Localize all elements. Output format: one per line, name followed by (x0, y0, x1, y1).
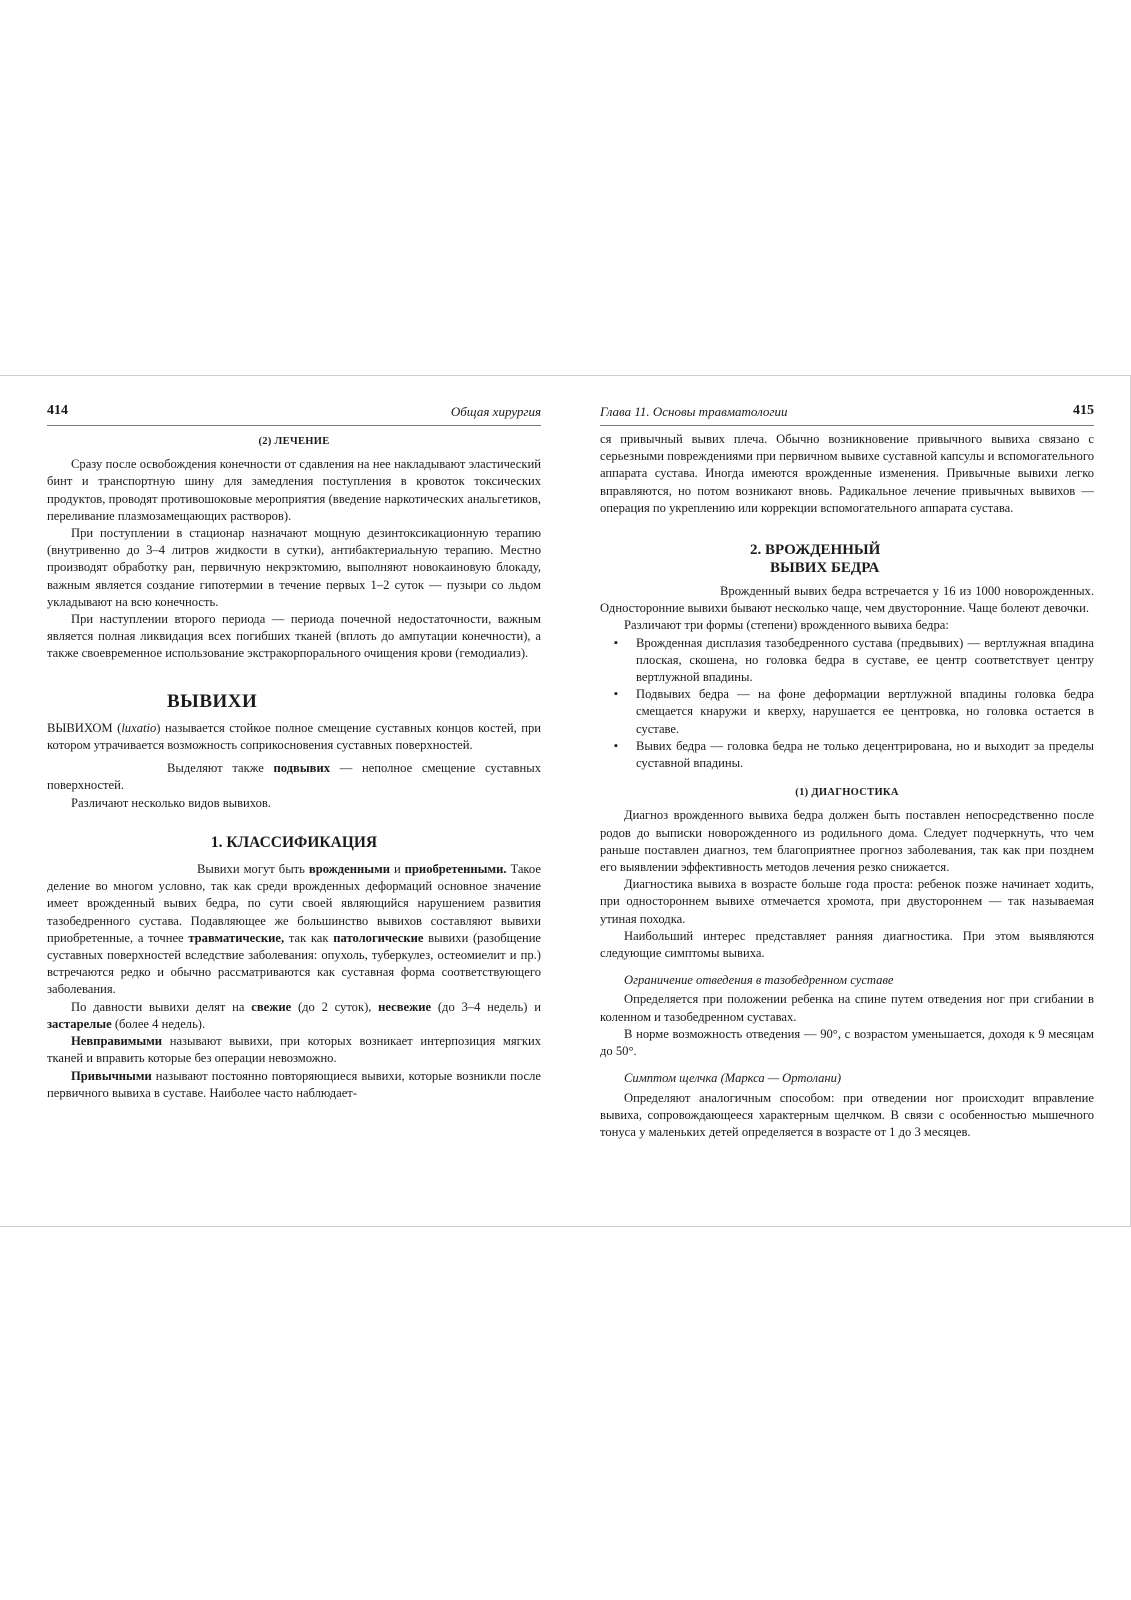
forms-list (600, 635, 1094, 773)
left-page (47, 376, 541, 1228)
bold-term: приобретенными. (404, 862, 507, 877)
paragraph: Различают несколько видов вывихов. (71, 795, 271, 810)
paragraph: При поступлении в стационар назначают мощную дезинтоксикационную терапию (внутривенно до 3–4 литров жидкости в сутки), антибактериальную терапию. Местно производят обработку ран, первичную некрэктомию, выполняют новокаиновую блокаду, важным является создание гипотермии в течение первых 1–2 суток — пузыри со льдом укладывают на всю конечность. (47, 526, 541, 609)
paragraph: Определяется при положении ребенка на спине путем отведения ног при сгибании в коленном и тазобедренном суставах. (600, 992, 1094, 1024)
bold-term: свежие (251, 999, 292, 1014)
paragraph: Диагноз врожденного вывиха бедра должен быть поставлен непосредственно после родов до выписки новорожденного из родильного дома. Следует подчеркнуть, что чем раньше поставлен диагноз, тем благоприятнее прогноз заболевания, так как при позднем его выявлении эффективность методов лечения резко снижается. (600, 808, 1094, 875)
book-spread (0, 375, 1131, 1227)
text-span: называют вывихи, при которых возникает интерпозиция мягких тканей и вправить которые без операции невозможно. (47, 1034, 541, 1066)
text-span: (более 4 недель). (114, 1016, 206, 1031)
text-span: называют постоянно повторяющиеся вывихи, которые возникли после первичного вывиха в суставе. Наиболее часто наблюдает- (47, 1068, 541, 1100)
text-span: Такое деление во многом условно, так как среди врожденных деформаций основное значение имеет врожденный вывих бедра, по сути своей являющийся нарушением развития тазобедренного сустава. Подавляющее же большинство вывихов составляют вывихи приобретенные, а точнее (47, 862, 541, 945)
heading-line: 2. ВРОЖДЕННЫЙ (750, 542, 881, 559)
definition-text: называется стойкое полное смещение суставных концов костей, при котором утрачивается возможность соприкосновения суставных поверхностей. (47, 720, 542, 753)
heading-dislocations: ВЫВИХИ (167, 690, 258, 712)
italic-subheading: Ограничение отведения в тазобедренном суставе (624, 973, 894, 988)
list-item: ▪ Вывих бедра — головка бедра не только децентрирована, но и выходит за пределы суставной впадины. (600, 738, 1094, 772)
latin-term: luxatio (121, 720, 157, 735)
heading-line: ВЫВИХ БЕДРА (770, 560, 880, 577)
text-span: Вывихи могут быть (197, 862, 305, 877)
paragraph: Диагностика вывиха в возрасте больше года проста: ребенок позже начинает ходить, при одностороннем вывихе отмечается хромота, при двустороннем — так называемая утиная походка. (600, 877, 1094, 926)
paragraph: Определяют аналогичным способом: при отведении ног происходит вправление вывиха, сопровождающееся характерным щелчком. В связи с особенностью мышечного тонуса у маленьких детей определяется в возрасте от 1 до 3 месяцев. (600, 1090, 1094, 1139)
right-page (600, 376, 1094, 1228)
text-span: — неполное смещение суставных поверхностей. (47, 761, 542, 793)
text-span: вывихи (разобщение суставных поверхностей вследствие заболевания: опухоль, туберкулез, остеомиелит и пр.) встречаются редко и обычно рассматриваются как суставная форма соответствующего заболевания. (47, 930, 542, 997)
subhead-diagnostics: (1) ДИАГНОСТИКА (795, 787, 899, 799)
classification-paragraph (47, 861, 541, 999)
bold-term: несвежие (378, 999, 432, 1014)
subluxation-paragraph (47, 760, 541, 794)
running-title-right: Глава 11. Основы травматологии (600, 404, 788, 419)
list-item: ▪ Врожденная дисплазия тазобедренного сустава (предвывих) — вертлужная впадина плоская, скошена, но головка бедра в суставе, ее центр соответствует центру вертлужной впадины. (600, 635, 1094, 687)
paragraph: В норме возможность отведения — 90°, с возрастом уменьшается, доходя к 9 месяцам до 50°. (600, 1026, 1094, 1059)
paragraph: Наибольший интерес представляет ранняя диагностика. При этом выявляются следующие симптомы вывиха. (600, 928, 1094, 961)
page-number-right: 415 (1073, 403, 1094, 418)
text-span: (до 3–4 недель) и (437, 999, 541, 1014)
bold-term: патологические (333, 930, 424, 945)
italic-subheading: Симптом щелчка (Маркса — Ортолани) (624, 1071, 842, 1086)
right-running-head (600, 403, 1094, 426)
bold-term: Привычными (71, 1068, 152, 1083)
paragraph: Сразу после освобождения конечности от сдавления на нее накладывают эластический бинт и транспортную шину для замедления поступления в кровоток токсических продуктов, проводят противошоковые мероприятия (введение наркотических анальгетиков, переливание плазмозамещающих растворов). (47, 457, 541, 523)
paragraph: Различают три формы (степени) врожденного вывиха бедра: (624, 618, 949, 633)
page-number-left: 414 (47, 403, 68, 418)
text-span: и (393, 862, 401, 877)
bold-term: Невправимыми (71, 1034, 163, 1049)
irreducible-paragraph (47, 1033, 541, 1067)
right-body (600, 431, 1094, 1141)
bold-term: врожденными (308, 862, 390, 877)
definition-term: ВЫВИХОМ (47, 720, 113, 735)
list-item: ▪ Подвывих бедра — на фоне деформации вертлужной впадины головка бедра смещается кнаружи и кверху, нарушается ее центровка, но головка остается в суставе. (600, 686, 1094, 738)
bold-term: травматические, (188, 930, 285, 945)
subhead-treatment: (2) ЛЕЧЕНИЕ (258, 436, 330, 447)
left-body (47, 431, 541, 1102)
definition-paragraph: ВЫВИХОМ (luxatio) называется стойкое полное смещение суставных концов костей, при котором утрачивается возможность соприкосновения суставных поверхностей. (47, 720, 542, 753)
text-span: По давности вывихи делят на (71, 999, 245, 1014)
paragraph: Врожденный вывих бедра встречается у 16 из 1000 новорожденных. Односторонние вывихи бывают несколько чаще, чем двусторонние. Чаще болеют девочки. (600, 584, 1094, 616)
paragraph-continued: ся привычный вывих плеча. Обычно возникновение привычного вывиха связано с серьезными повреждениями при первичном вывихе суставной капсулы и вспомогательного аппарата сустава. Иногда имеются врожденные изменения. Привычные вывихи легко вправляются, но потом возникают вновь. Радикальное лечение привычных вывихов — операция по укреплению или коррекции вспомогательного аппарата сустава. (600, 432, 1094, 515)
heading-congenital-hip (750, 541, 1094, 577)
running-title-left: Общая хирургия (450, 404, 541, 419)
text-span: Выделяют также (167, 761, 264, 776)
bold-term: застарелые (47, 1016, 112, 1031)
heading-classification: 1. КЛАССИФИКАЦИЯ (210, 833, 378, 851)
bold-term: подвывих (273, 761, 331, 776)
habitual-paragraph (47, 1068, 541, 1102)
text-span: (до 2 суток), (297, 999, 372, 1014)
left-running-head (47, 403, 541, 426)
paragraph: При наступлении второго периода — периода почечной недостаточности, важным является полная ликвидация всех погибших тканей (вплоть до ампутации конечности), а также своевременное использование экстракорпорального очищения крови (гемодиализ). (47, 612, 541, 661)
age-paragraph (47, 999, 541, 1033)
text-span: так как (288, 930, 329, 945)
